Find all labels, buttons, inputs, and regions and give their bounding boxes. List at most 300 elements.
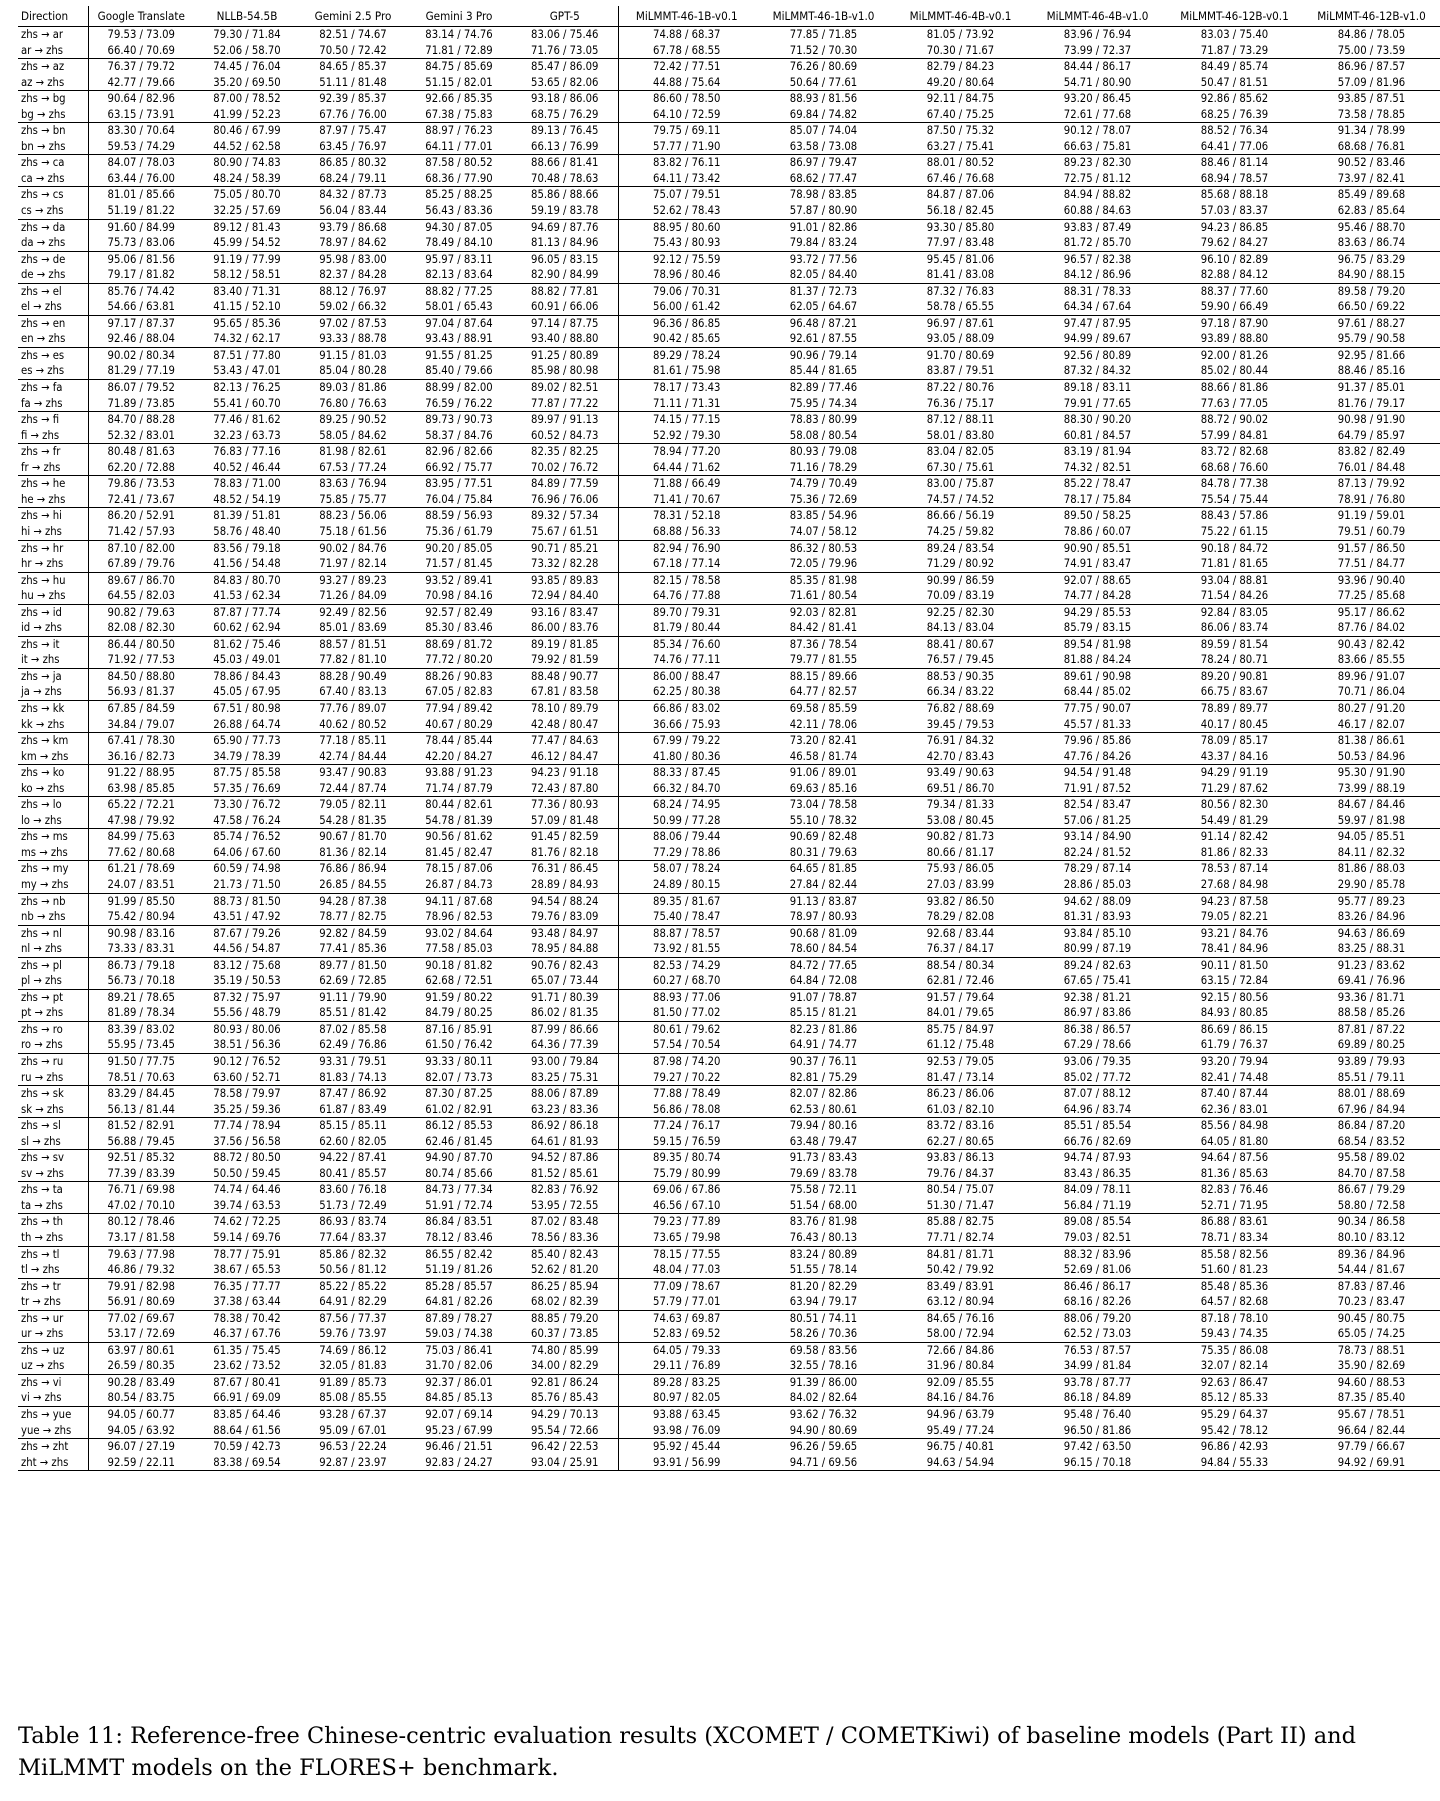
score-cell: 76.01 / 84.48 [1303,460,1440,476]
score-cell: 88.97 / 76.23 [425,124,493,138]
score-cell: 92.00 / 81.26 [1200,348,1269,362]
direction-cell: hu → zhs [18,588,88,604]
score-cell: 84.72 / 77.65 [789,958,858,972]
score-cell: 86.46 / 86.17 [1063,1279,1132,1293]
score-cell: 83.24 / 80.89 [789,1247,858,1261]
score-cell: 62.46 / 81.45 [406,1134,512,1150]
direction-cell: it → zhs [18,652,88,668]
score-cell: 72.41 / 73.67 [88,492,194,508]
score-cell: 74.63 / 69.87 [653,1311,721,1325]
score-cell: 89.18 / 83.11 [1063,381,1132,395]
score-cell: 64.76 / 77.88 [618,588,755,604]
direction-cell: zhs → fi [18,412,88,428]
score-cell: 71.81 / 81.65 [1166,556,1303,572]
score-cell: 58.12 / 58.51 [194,267,300,283]
table-header-row [18,6,1440,27]
score-cell: 87.58 / 80.52 [425,156,493,170]
score-cell: 79.91 / 82.98 [107,1279,175,1293]
score-cell: 90.68 / 81.09 [789,926,858,940]
score-cell: 87.12 / 88.11 [926,413,995,427]
score-cell: 84.93 / 80.85 [1166,1005,1303,1021]
direction-cell: zht → zhs [18,1455,88,1471]
score-cell: 94.69 / 87.76 [512,219,618,235]
score-cell: 52.62 / 81.20 [512,1262,618,1278]
score-cell: 62.68 / 72.51 [406,973,512,989]
direction-cell: my → zhs [18,877,88,893]
score-cell: 63.98 / 85.85 [88,781,194,797]
score-cell: 44.88 / 75.64 [618,75,755,91]
direction-cell: nb → zhs [18,909,88,925]
score-cell: 79.17 / 81.82 [88,267,194,283]
score-cell: 79.84 / 83.24 [755,235,892,251]
score-cell: 32.07 / 82.14 [1166,1358,1303,1374]
score-cell: 86.07 / 79.52 [107,381,175,395]
direction-cell: zhs → km [18,733,88,749]
score-cell: 87.13 / 79.92 [1337,477,1406,491]
score-cell: 71.61 / 80.54 [755,588,892,604]
score-cell: 92.25 / 82.30 [926,605,995,619]
score-cell: 94.54 / 91.48 [1063,766,1132,780]
score-cell: 79.75 / 69.11 [653,124,721,138]
score-cell: 42.20 / 84.27 [406,749,512,765]
score-cell: 55.95 / 73.45 [88,1037,194,1053]
score-cell: 84.70 / 88.28 [107,413,175,427]
score-cell: 77.02 / 69.67 [107,1311,175,1325]
score-cell: 82.41 / 74.48 [1166,1070,1303,1086]
score-cell: 79.63 / 77.98 [107,1247,175,1261]
score-cell: 78.29 / 82.08 [892,909,1029,925]
score-cell: 80.56 / 82.30 [1200,798,1269,812]
score-cell: 94.05 / 85.51 [1337,830,1406,844]
score-cell: 76.53 / 87.57 [1063,1343,1132,1357]
direction-cell: zhs → hi [18,508,88,524]
score-cell: 97.47 / 87.95 [1063,316,1132,330]
score-cell: 95.29 / 64.37 [1200,1408,1269,1422]
score-cell: 26.85 / 84.55 [300,877,406,893]
table-row [18,171,1440,187]
direction-cell: zhs → zht [18,1439,88,1455]
score-cell: 78.41 / 84.96 [1166,941,1303,957]
score-cell: 86.38 / 86.57 [1063,1022,1132,1036]
score-cell: 81.89 / 78.34 [88,1005,194,1021]
score-cell: 75.42 / 80.94 [88,909,194,925]
score-cell: 64.05 / 79.33 [653,1343,721,1357]
score-cell: 93.33 / 80.11 [425,1055,493,1068]
score-cell: 92.12 / 75.59 [653,252,721,266]
score-cell: 94.52 / 87.86 [512,1150,618,1166]
score-cell: 67.30 / 75.61 [892,460,1029,476]
score-cell: 86.84 / 87.20 [1337,1119,1406,1133]
score-cell: 97.14 / 87.75 [512,315,618,331]
score-cell: 80.99 / 87.19 [1029,941,1166,957]
score-cell: 83.06 / 75.46 [512,27,618,43]
score-cell: 87.67 / 79.26 [213,926,281,940]
table-row [18,219,1440,235]
score-cell: 78.53 / 87.14 [1200,862,1269,876]
score-cell: 46.56 / 67.10 [618,1198,755,1214]
score-cell: 77.75 / 90.07 [1063,701,1132,715]
score-cell: 75.43 / 80.93 [618,235,755,251]
score-cell: 92.38 / 81.21 [1063,990,1132,1004]
score-cell: 93.31 / 79.51 [319,1055,387,1068]
score-cell: 91.13 / 83.87 [789,894,858,908]
score-cell: 84.07 / 78.03 [107,156,175,170]
table-row [18,91,1440,107]
score-cell: 86.06 / 83.74 [1166,620,1303,636]
score-cell: 52.92 / 79.30 [618,428,755,444]
score-cell: 88.06 / 79.44 [653,830,721,844]
score-cell: 62.69 / 72.85 [300,973,406,989]
score-cell: 85.07 / 74.04 [789,124,858,138]
score-cell: 89.50 / 58.25 [1063,509,1132,523]
score-cell: 61.02 / 82.91 [406,1102,512,1118]
score-cell: 79.05 / 82.21 [1166,909,1303,925]
score-cell: 73.99 / 88.19 [1303,781,1440,797]
score-cell: 94.54 / 88.24 [512,893,618,909]
score-cell: 54.78 / 81.39 [406,813,512,829]
table-row [18,1390,1440,1406]
score-cell: 69.58 / 83.56 [789,1343,858,1357]
score-cell: 77.24 / 76.17 [653,1119,721,1133]
score-cell: 83.00 / 75.87 [926,477,995,491]
score-cell: 83.25 / 88.31 [1303,941,1440,957]
score-cell: 94.23 / 87.58 [1200,894,1269,908]
score-cell: 96.53 / 22.24 [319,1440,387,1454]
score-cell: 63.58 / 73.08 [755,139,892,155]
score-cell: 28.89 / 84.93 [512,877,618,893]
table-row [18,139,1440,155]
direction-cell: zhs → yue [18,1407,88,1423]
direction-cell: ro → zhs [18,1037,88,1053]
score-cell: 78.15 / 77.55 [653,1247,721,1261]
score-cell: 93.04 / 25.91 [512,1455,618,1471]
score-cell: 82.88 / 84.12 [1166,267,1303,283]
table-row [18,363,1440,379]
score-cell: 46.37 / 67.76 [194,1326,300,1342]
direction-cell: zhs → lo [18,797,88,813]
score-cell: 77.76 / 89.07 [319,701,387,715]
table-row [18,492,1440,508]
score-cell: 82.08 / 82.30 [88,620,194,636]
direction-cell: zhs → cs [18,187,88,203]
score-cell: 58.78 / 65.55 [892,299,1029,315]
table-row [18,877,1440,893]
table-row [18,1342,1440,1358]
score-cell: 76.96 / 76.06 [512,492,618,508]
score-cell: 32.05 / 81.83 [300,1358,406,1374]
score-cell: 74.80 / 85.99 [512,1342,618,1358]
score-cell: 58.37 / 84.76 [406,428,512,444]
score-cell: 74.07 / 58.12 [755,524,892,540]
score-cell: 95.17 / 86.62 [1337,605,1406,619]
score-cell: 81.61 / 75.98 [618,363,755,379]
score-cell: 65.07 / 73.44 [512,973,618,989]
score-cell: 67.65 / 75.41 [1029,973,1166,989]
score-cell: 86.25 / 85.94 [512,1278,618,1294]
table-row [18,1166,1440,1182]
direction-cell: da → zhs [18,235,88,251]
score-cell: 85.44 / 81.65 [755,363,892,379]
direction-cell: bg → zhs [18,107,88,123]
score-cell: 68.16 / 82.26 [1029,1294,1166,1310]
score-cell: 67.38 / 75.83 [406,107,512,123]
score-cell: 79.06 / 70.31 [653,284,721,298]
score-cell: 94.23 / 86.85 [1200,220,1269,234]
score-cell: 92.95 / 81.66 [1337,348,1406,362]
score-cell: 51.11 / 81.48 [300,75,406,91]
score-cell: 82.37 / 84.28 [300,267,406,283]
score-cell: 93.62 / 76.32 [789,1408,858,1422]
score-cell: 90.18 / 81.82 [425,958,493,972]
score-cell: 88.58 / 85.26 [1303,1005,1440,1021]
score-cell: 85.75 / 84.97 [926,1022,995,1036]
score-cell: 83.76 / 81.98 [789,1215,858,1229]
score-cell: 51.73 / 72.49 [300,1198,406,1214]
score-cell: 82.05 / 84.40 [755,267,892,283]
score-cell: 85.34 / 76.60 [653,637,721,651]
score-cell: 50.99 / 77.28 [618,813,755,829]
score-cell: 75.73 / 83.06 [88,235,194,251]
score-cell: 79.27 / 70.22 [618,1070,755,1086]
score-cell: 76.37 / 84.17 [892,941,1029,957]
score-cell: 78.95 / 84.88 [512,941,618,957]
score-cell: 68.94 / 78.57 [1166,171,1303,187]
score-cell: 91.39 / 86.00 [789,1375,858,1389]
score-cell: 86.84 / 83.51 [425,1215,493,1229]
score-cell: 66.40 / 70.69 [88,43,194,59]
score-cell: 61.87 / 83.49 [300,1102,406,1118]
score-cell: 79.94 / 80.16 [789,1119,858,1133]
score-cell: 77.47 / 84.63 [512,733,618,749]
score-cell: 53.08 / 80.45 [892,813,1029,829]
score-cell: 95.48 / 76.40 [1063,1408,1132,1422]
score-cell: 91.15 / 81.03 [319,348,387,362]
score-cell: 62.60 / 82.05 [300,1134,406,1150]
score-cell: 75.36 / 72.69 [755,492,892,508]
direction-cell: zhs → sk [18,1086,88,1102]
score-cell: 74.57 / 74.52 [892,492,1029,508]
score-cell: 78.56 / 83.36 [512,1230,618,1246]
score-cell: 89.02 / 82.51 [512,380,618,396]
score-cell: 87.40 / 87.44 [1200,1087,1269,1101]
score-cell: 59.97 / 81.98 [1303,813,1440,829]
score-cell: 85.76 / 74.42 [107,284,175,298]
score-cell: 52.62 / 78.43 [618,203,755,219]
score-cell: 95.30 / 91.90 [1337,766,1406,780]
score-cell: 80.97 / 82.05 [618,1390,755,1406]
score-cell: 90.20 / 85.05 [425,541,493,555]
table-row [18,588,1440,604]
score-cell: 77.25 / 85.68 [1303,588,1440,604]
score-cell: 71.52 / 70.30 [755,43,892,59]
direction-cell: fi → zhs [18,428,88,444]
direction-cell: zhs → el [18,283,88,299]
score-cell: 67.78 / 68.55 [618,43,755,59]
score-cell: 96.57 / 82.38 [1063,252,1132,266]
score-cell: 93.85 / 89.83 [512,572,618,588]
table-row [18,524,1440,540]
score-cell: 51.30 / 71.47 [892,1198,1029,1214]
score-cell: 68.68 / 76.60 [1166,460,1303,476]
score-cell: 64.55 / 82.03 [88,588,194,604]
score-cell: 29.11 / 76.89 [618,1358,755,1374]
score-cell: 84.78 / 77.38 [1200,477,1269,491]
score-cell: 81.50 / 77.02 [618,1005,755,1021]
score-cell: 75.03 / 86.41 [425,1343,493,1357]
score-cell: 95.65 / 85.36 [213,316,281,330]
score-cell: 78.71 / 83.34 [1166,1230,1303,1246]
score-cell: 57.99 / 84.81 [1166,428,1303,444]
direction-cell: az → zhs [18,75,88,91]
score-cell: 91.25 / 80.89 [512,347,618,363]
score-cell: 90.71 / 85.21 [512,540,618,556]
score-cell: 63.94 / 79.17 [755,1294,892,1310]
score-cell: 71.74 / 87.79 [406,781,512,797]
table-row [18,1054,1440,1070]
score-cell: 84.01 / 79.65 [892,1005,1029,1021]
score-cell: 91.45 / 82.59 [512,829,618,845]
score-cell: 91.19 / 59.01 [1337,509,1406,523]
score-cell: 53.43 / 47.01 [194,363,300,379]
score-cell: 96.42 / 22.53 [512,1439,618,1455]
direction-cell: uz → zhs [18,1358,88,1374]
score-cell: 80.93 / 79.08 [789,445,858,459]
score-cell: 83.82 / 82.49 [1337,445,1406,459]
score-cell: 83.19 / 81.94 [1063,445,1132,459]
score-cell: 64.10 / 72.59 [618,107,755,123]
score-cell: 56.13 / 81.44 [88,1102,194,1118]
score-cell: 93.88 / 63.45 [653,1408,721,1422]
score-cell: 95.49 / 77.24 [892,1423,1029,1439]
score-cell: 57.87 / 80.90 [755,203,892,219]
score-cell: 79.69 / 83.78 [755,1166,892,1182]
score-cell: 66.76 / 82.69 [1029,1134,1166,1150]
score-cell: 52.32 / 83.01 [88,428,194,444]
score-cell: 91.07 / 78.87 [789,990,858,1004]
score-cell: 91.22 / 88.95 [107,766,175,780]
score-cell: 93.72 / 77.56 [789,252,858,266]
score-cell: 39.74 / 63.53 [194,1198,300,1214]
score-cell: 85.48 / 85.36 [1200,1279,1269,1293]
score-cell: 55.10 / 78.32 [755,813,892,829]
direction-cell: zhs → th [18,1214,88,1230]
score-cell: 27.03 / 83.99 [892,877,1029,893]
score-cell: 60.88 / 84.63 [1029,203,1166,219]
score-cell: 83.43 / 86.35 [1029,1166,1166,1182]
score-cell: 54.28 / 81.35 [300,813,406,829]
table-row [18,347,1440,363]
score-cell: 89.13 / 76.45 [512,123,618,139]
score-cell: 23.62 / 73.52 [194,1358,300,1374]
score-cell: 94.05 / 63.92 [88,1423,194,1439]
score-cell: 80.46 / 67.99 [213,124,281,138]
direction-cell: ur → zhs [18,1326,88,1342]
score-cell: 87.81 / 87.22 [1337,1022,1406,1036]
score-cell: 85.22 / 78.47 [1063,477,1132,491]
score-cell: 82.54 / 83.47 [1063,798,1132,812]
score-cell: 96.26 / 59.65 [789,1440,858,1454]
score-cell: 94.23 / 91.18 [512,765,618,781]
score-cell: 94.74 / 87.93 [1063,1151,1132,1165]
direction-cell: he → zhs [18,492,88,508]
score-cell: 43.37 / 84.16 [1166,749,1303,765]
score-cell: 50.42 / 79.92 [892,1262,1029,1278]
score-cell: 70.30 / 71.67 [892,43,1029,59]
table-row [18,412,1440,428]
score-cell: 73.97 / 82.41 [1303,171,1440,187]
score-cell: 81.62 / 75.46 [213,637,281,651]
score-cell: 96.50 / 81.86 [1029,1423,1166,1439]
score-cell: 79.53 / 73.09 [107,28,175,41]
score-cell: 84.73 / 77.34 [425,1183,493,1197]
score-cell: 53.17 / 72.69 [88,1326,194,1342]
table-row [18,187,1440,203]
direction-cell: zhs → ms [18,829,88,845]
score-cell: 85.15 / 81.21 [755,1005,892,1021]
score-cell: 87.47 / 86.92 [319,1087,387,1101]
score-cell: 83.63 / 76.94 [319,477,387,491]
score-cell: 69.84 / 74.82 [755,107,892,123]
score-cell: 90.11 / 81.50 [1200,958,1269,972]
score-cell: 84.12 / 86.96 [1029,267,1166,283]
table-row [18,331,1440,347]
score-cell: 63.23 / 83.36 [512,1102,618,1118]
table-row [18,1455,1440,1471]
score-cell: 61.79 / 76.37 [1166,1037,1303,1053]
score-cell: 91.57 / 86.50 [1337,541,1406,555]
score-cell: 70.98 / 84.16 [406,588,512,604]
score-cell: 90.28 / 83.49 [107,1375,175,1389]
score-cell: 85.47 / 86.09 [512,59,618,75]
score-cell: 72.44 / 87.74 [300,781,406,797]
score-cell: 62.27 / 80.65 [892,1134,1029,1150]
score-cell: 85.28 / 85.57 [425,1279,493,1293]
table-row [18,203,1440,219]
score-cell: 66.86 / 83.02 [653,701,721,715]
score-cell: 87.18 / 78.10 [1200,1311,1269,1325]
score-cell: 50.64 / 77.61 [755,75,892,91]
score-cell: 32.23 / 63.73 [194,428,300,444]
column-header: MiLMMT-46-1B-v0.1 [618,6,755,27]
score-cell: 90.82 / 81.73 [926,830,995,844]
score-cell: 89.24 / 83.54 [926,541,995,555]
score-cell: 85.40 / 82.43 [512,1246,618,1262]
table-row [18,1407,1440,1423]
score-cell: 26.87 / 84.73 [406,877,512,893]
score-cell: 84.49 / 85.74 [1200,60,1269,74]
score-cell: 79.77 / 81.55 [755,652,892,668]
table-row [18,765,1440,781]
score-cell: 68.68 / 76.81 [1303,139,1440,155]
direction-cell: zhs → de [18,251,88,267]
score-cell: 78.17 / 75.84 [1029,492,1166,508]
score-cell: 93.05 / 88.09 [892,331,1029,347]
score-cell: 63.48 / 79.47 [755,1134,892,1150]
score-cell: 96.64 / 82.44 [1303,1423,1440,1439]
score-cell: 89.70 / 79.31 [653,605,721,619]
score-cell: 84.32 / 87.73 [319,188,387,202]
score-cell: 83.12 / 75.68 [213,958,281,972]
score-cell: 83.85 / 64.46 [213,1408,281,1422]
score-cell: 74.69 / 86.12 [319,1343,387,1357]
table-row [18,1310,1440,1326]
score-cell: 91.73 / 83.43 [789,1151,858,1165]
score-cell: 64.65 / 81.85 [789,862,858,876]
score-cell: 88.32 / 83.96 [1063,1247,1132,1261]
direction-cell: zhs → bg [18,91,88,107]
score-cell: 31.70 / 82.06 [406,1358,512,1374]
score-cell: 65.90 / 77.73 [213,734,281,748]
